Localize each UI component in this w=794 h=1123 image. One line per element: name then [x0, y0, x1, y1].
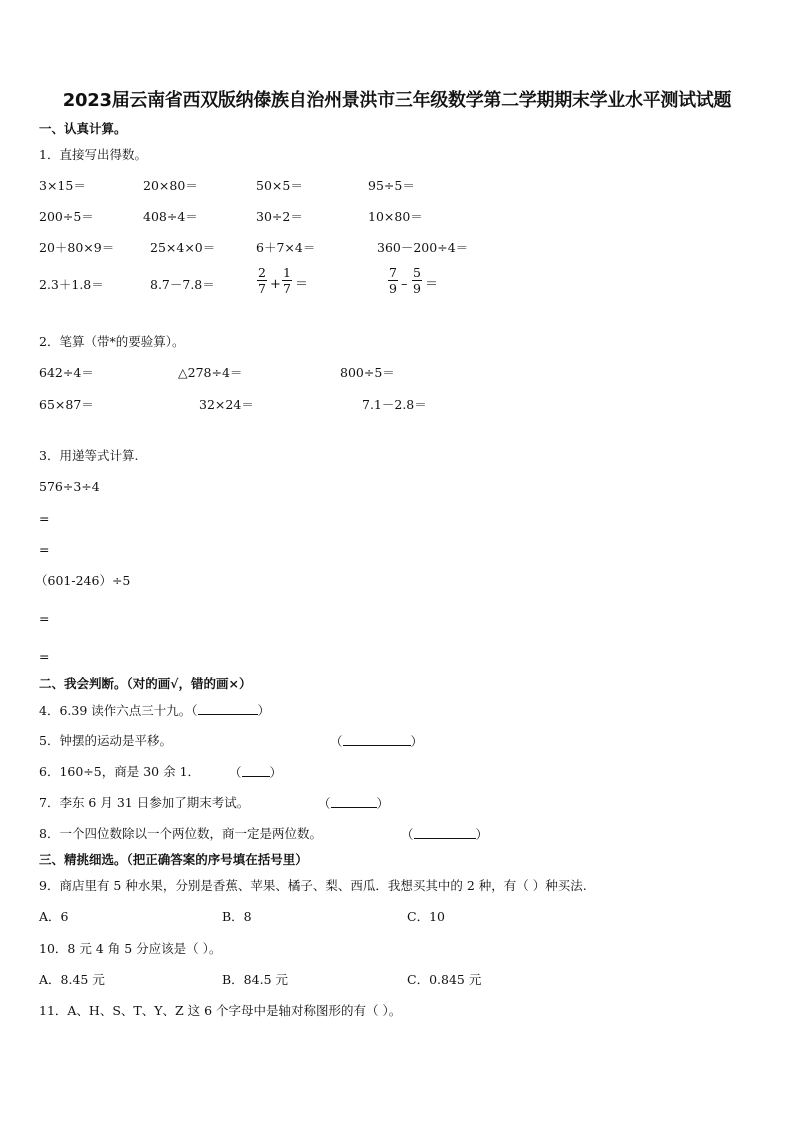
equals-sign: ＝ [295, 277, 309, 292]
calc-item: 200÷5＝ [39, 209, 94, 224]
calc-item: △278÷4＝ [178, 365, 243, 380]
calc-item: 10×80＝ [368, 209, 423, 224]
fraction-numerator: 1 [283, 265, 291, 280]
fraction-numerator: 5 [413, 265, 421, 280]
fraction [388, 265, 398, 296]
fraction [282, 265, 292, 296]
calc-item: 7.1－2.8＝ [362, 397, 427, 412]
calc-item: 2.3＋1.8＝ [39, 277, 104, 292]
operator: – [401, 277, 408, 292]
section-heading-1: 一、认真计算。 [39, 121, 127, 136]
question-text: 4．6.39 读作六点三十九。 [39, 703, 192, 718]
answer-close-paren: ） [269, 765, 283, 780]
answer-slot [330, 733, 423, 750]
operator: + [270, 277, 281, 292]
calc-item: 800÷5＝ [340, 365, 395, 380]
fraction-denominator: 9 [413, 281, 421, 296]
judge-question [39, 702, 270, 719]
answer-open-paren: （ [401, 827, 414, 842]
equals-sign: ＝ [425, 277, 439, 292]
calc-item: 8.7－7.8＝ [150, 277, 215, 292]
question-1-label: 1．直接写出得数。 [39, 147, 147, 162]
fraction-numerator: 2 [258, 265, 266, 280]
judge-question: 8．一个四位数除以一个两位数，商一定是两位数。 [39, 826, 322, 841]
choice-option[interactable]: A．8.45 元 [39, 972, 105, 987]
fraction-denominator: 7 [283, 281, 291, 296]
choice-option[interactable]: C．10 [407, 909, 445, 924]
fraction [257, 265, 267, 296]
calc-item: 65×87＝ [39, 397, 94, 412]
answer-blank[interactable] [198, 702, 258, 715]
judge-question: 6．160÷5，商是 30 余 1． [39, 764, 201, 779]
answer-blank[interactable] [414, 826, 476, 839]
answer-slot [318, 795, 389, 812]
choice-option[interactable]: C．0.845 元 [407, 972, 482, 987]
answer-close-paren: ） [257, 703, 271, 718]
equals-step: = [39, 611, 50, 626]
equals-step: = [39, 542, 50, 557]
calc-item: 20＋80×9＝ [39, 240, 115, 255]
calc-item: 20×80＝ [143, 178, 198, 193]
page-title: 2023届云南省西双版纳傣族自治州景洪市三年级数学第二学期期末学业水平测试试题 [62, 90, 732, 111]
expression: （601-246）÷5 [35, 573, 131, 588]
judge-question: 5．钟摆的运动是平移。 [39, 733, 172, 748]
calc-item: 25×4×0＝ [150, 240, 216, 255]
calc-item: 642÷4＝ [39, 365, 94, 380]
question-2-label: 2．笔算（带*的要验算）。 [39, 334, 185, 349]
answer-slot [401, 826, 488, 843]
fraction-numerator: 7 [389, 265, 397, 280]
answer-blank[interactable] [343, 733, 411, 746]
fraction-denominator: 9 [389, 281, 397, 296]
choice-question: 9．商店里有 5 种水果，分别是香蕉、苹果、橘子、梨、西瓜．我想买其中的 2 种，有（ ）种买法. [39, 878, 587, 893]
calc-item: 6＋7×4＝ [256, 240, 316, 255]
answer-close-paren: ） [410, 734, 424, 749]
equals-step: = [39, 649, 50, 664]
section-heading-3: 三、精挑细选。（把正确答案的序号填在括号里） [39, 852, 308, 867]
choice-option[interactable]: B．8 [222, 909, 252, 924]
answer-blank[interactable] [242, 764, 270, 777]
calc-item: 360－200÷4＝ [377, 240, 469, 255]
answer-open-paren: （ [229, 765, 242, 780]
answer-blank[interactable] [331, 795, 377, 808]
choice-option[interactable]: B．84.5 元 [222, 972, 288, 987]
answer-open-paren: （ [330, 734, 343, 749]
answer-slot [229, 764, 282, 781]
choice-question: 10．8 元 4 角 5 分应该是（ ）。 [39, 941, 222, 956]
calc-item: 408÷4＝ [143, 209, 198, 224]
fraction [412, 265, 422, 296]
answer-close-paren: ） [475, 827, 489, 842]
judge-question: 7．李东 6 月 31 日参加了期末考试。 [39, 795, 250, 810]
equals-step: = [39, 511, 50, 526]
answer-open-paren: （ [318, 796, 331, 811]
calc-item: 32×24＝ [199, 397, 254, 412]
choice-question: 11．A、H、S、T、Y、Z 这 6 个字母中是轴对称图形的有（ ）。 [39, 1003, 402, 1018]
choice-option[interactable]: A．6 [39, 909, 69, 924]
calc-item: 50×5＝ [256, 178, 303, 193]
calc-item: 30÷2＝ [256, 209, 303, 224]
fraction-denominator: 7 [258, 281, 266, 296]
question-3-label: 3．用递等式计算. [39, 448, 139, 463]
answer-open-paren: （ [191, 703, 198, 718]
calc-item: 95÷5＝ [368, 178, 415, 193]
section-heading-2: 二、我会判断。（对的画√，错的画×） [39, 676, 252, 691]
expression: 576÷3÷4 [39, 479, 100, 494]
calc-item: 3×15＝ [39, 178, 86, 193]
answer-close-paren: ） [376, 796, 390, 811]
